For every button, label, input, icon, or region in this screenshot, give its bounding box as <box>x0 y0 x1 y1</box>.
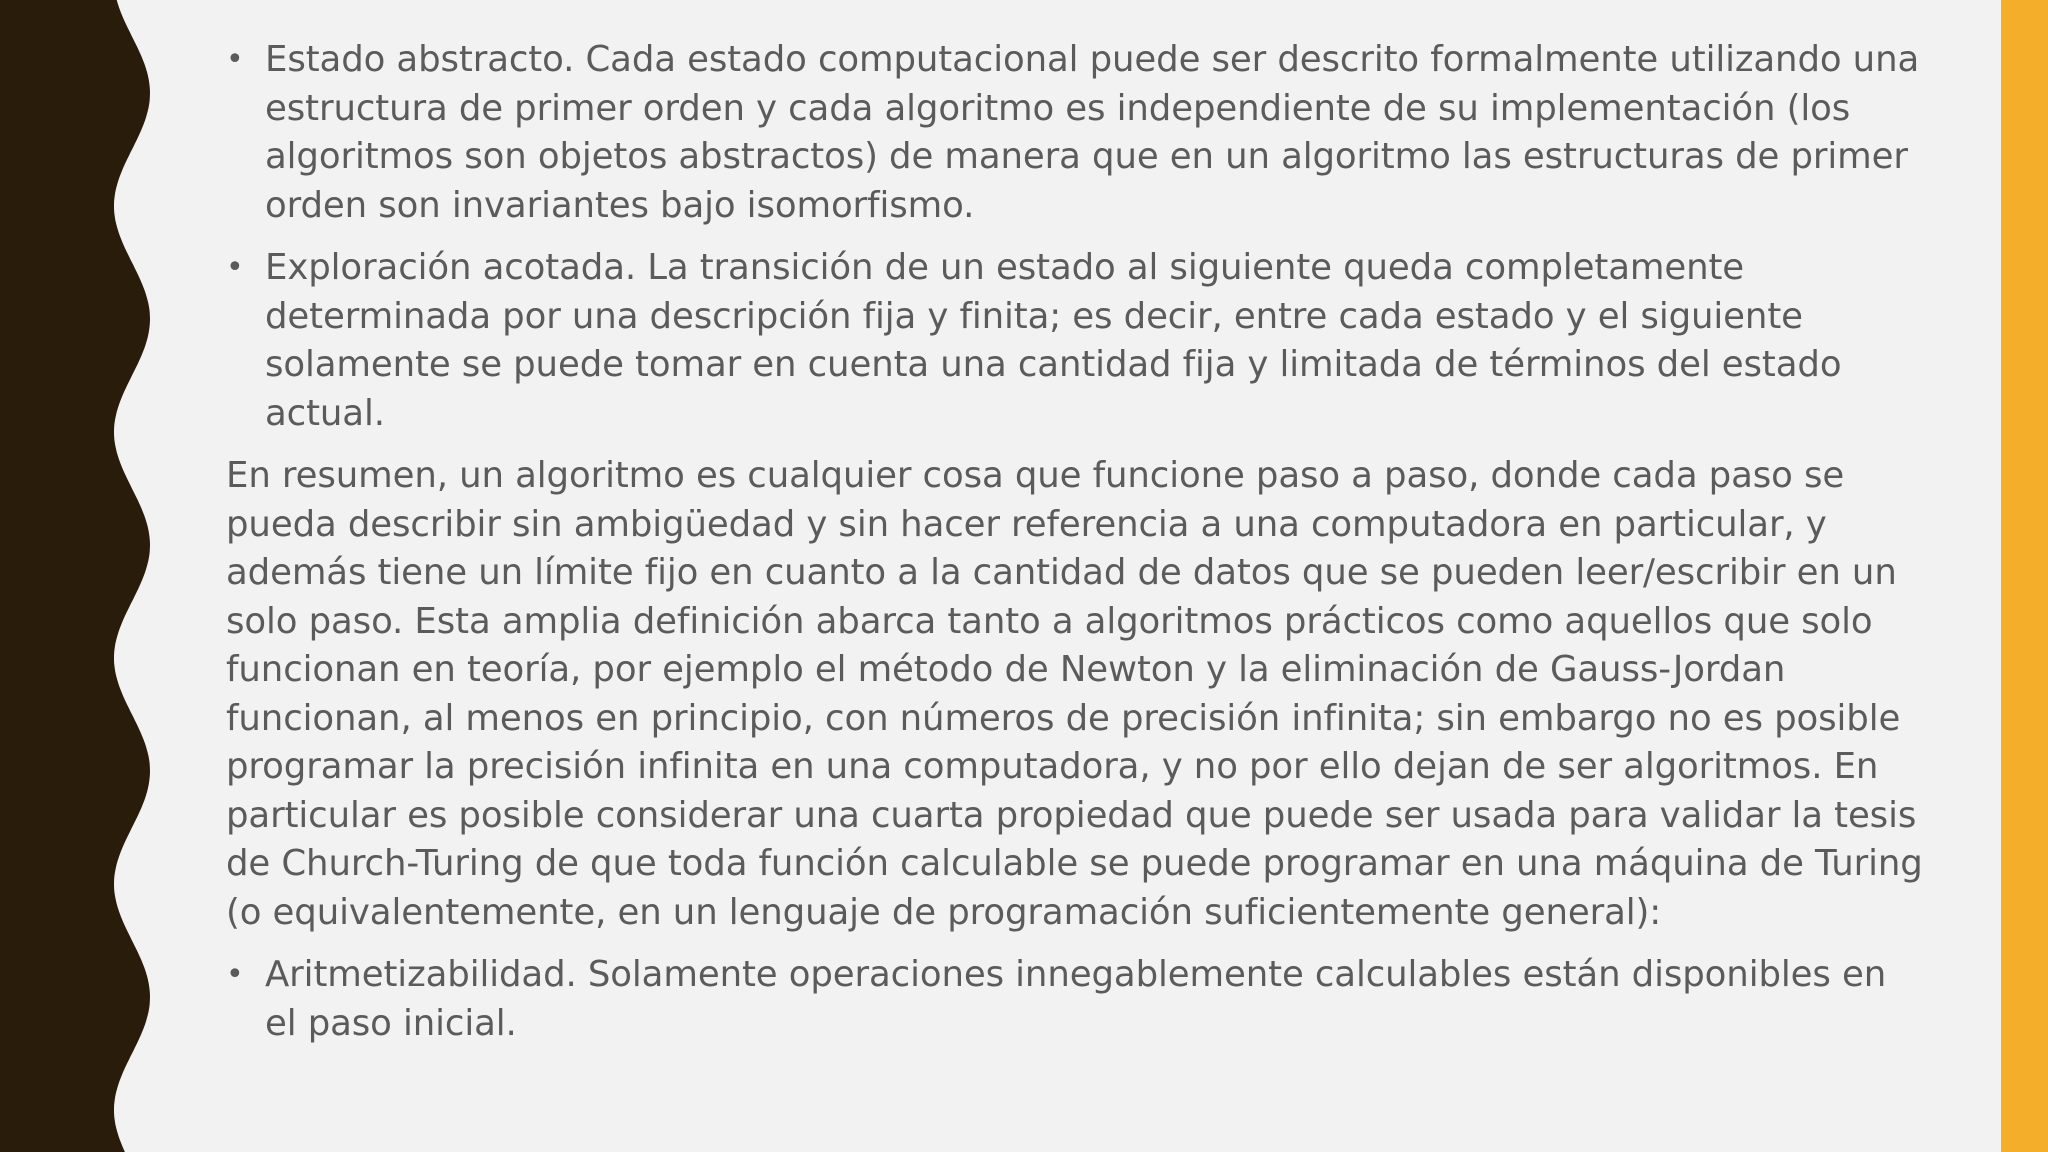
bullet-icon: • <box>226 957 244 992</box>
slide-content <box>226 36 1926 1062</box>
bullet-text: Aritmetizabilidad. Solamente operaciones innegablemente calculables están disponibles en el paso inicial. <box>265 954 1887 1044</box>
wave-shape <box>0 0 150 1152</box>
bullet-text: Exploración acotada. La transición de un estado al siguiente queda completamente determinada por una descripción fija y finita; es decir, entre cada estado y el siguiente solamente se puede tomar en cuenta una cantidad fija y limitada de términos del estado actual. <box>265 247 1842 434</box>
summary-paragraph: En resumen, un algoritmo es cualquier cosa que funcione paso a paso, donde cada paso se pueda describir sin ambigüedad y sin hacer referencia a una computadora en particular, y además tiene un límite fijo en cuanto a la cantidad de datos que se pueden leer/escribir en un solo paso. Esta amplia definición abarca tanto a algoritmos prácticos como aquellos que solo funcionan en teoría, por ejemplo el método de Newton y la eliminación de Gauss-Jordan funcionan, al menos en principio, con números de precisión infinita; sin embargo no es posible programar la precisión infinita en una computadora, y no por ello dejan de ser algoritmos. En particular es posible considerar una cuarta propiedad que puede ser usada para validar la tesis de Church-Turing de que toda función calculable se puede programar en una máquina de Turing (o equivalentemente, en un lenguaje de programación suficientemente general): <box>226 455 1923 933</box>
wavy-left-band <box>0 0 160 1152</box>
bullet-list-bottom <box>226 951 1926 1048</box>
right-accent-bar <box>2001 0 2048 1152</box>
bullet-item-estado-abstracto <box>226 36 1926 230</box>
bullet-icon: • <box>226 42 244 77</box>
bullet-item-aritmetizabilidad <box>226 951 1926 1048</box>
bullet-item-exploracion-acotada <box>226 244 1926 438</box>
bullet-icon: • <box>226 250 244 285</box>
bullet-list-top <box>226 36 1926 438</box>
bullet-text: Estado abstracto. Cada estado computacional puede ser descrito formalmente utilizando una estructura de primer orden y cada algoritmo es independiente de su implementación (los algoritmos son objetos abstractos) de manera que en un algoritmo las estructuras de primer orden son invariantes bajo isomorfismo. <box>265 39 1920 226</box>
